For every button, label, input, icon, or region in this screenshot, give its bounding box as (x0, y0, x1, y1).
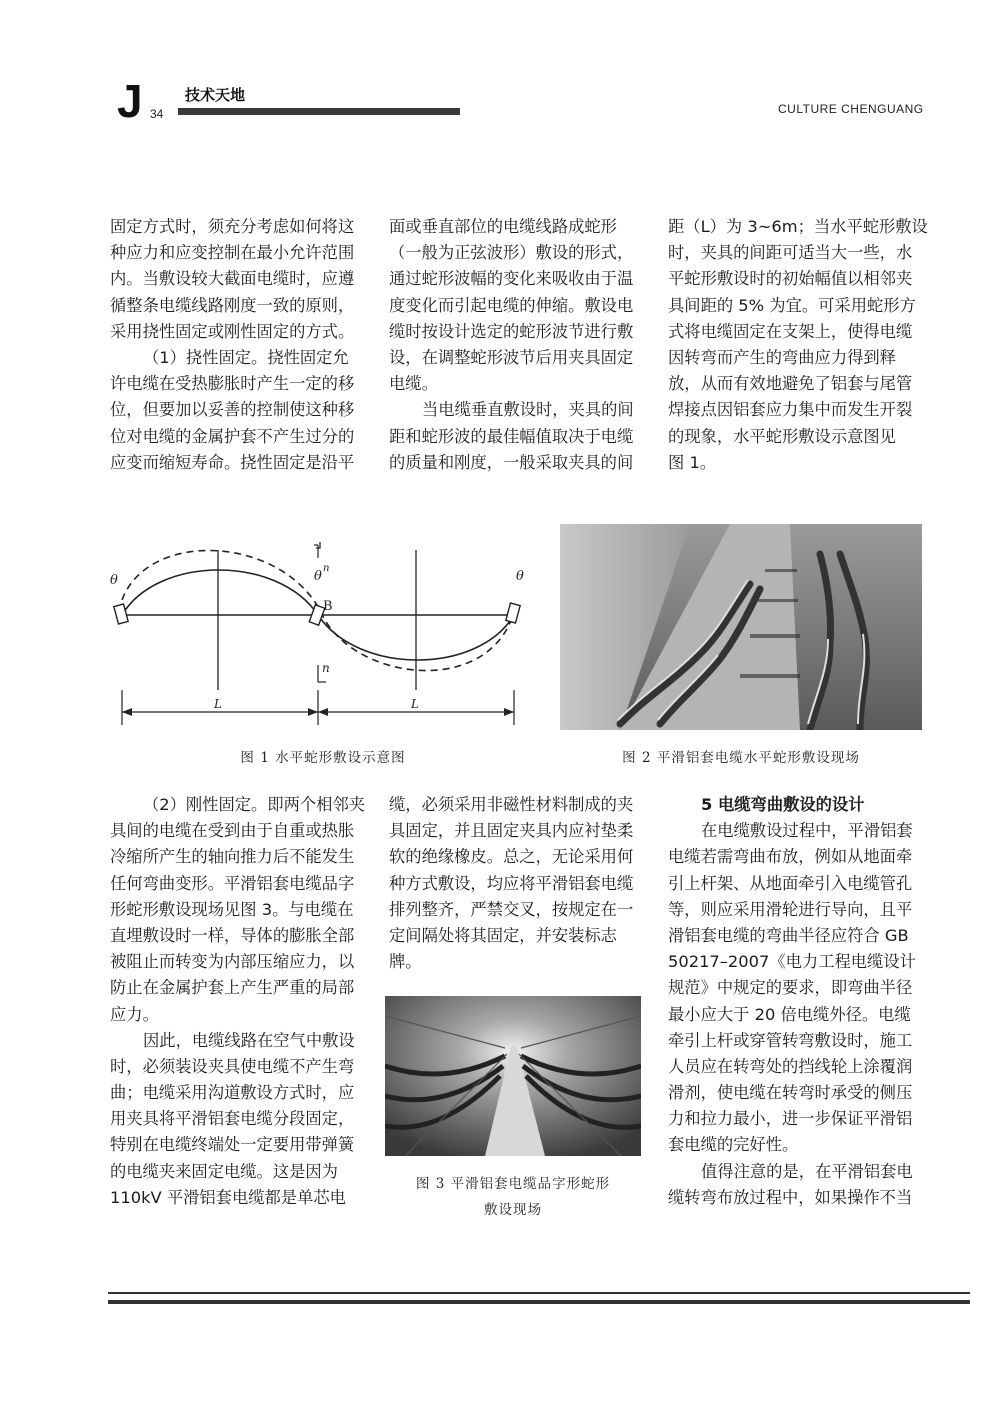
text-line: 距（L）为 3~6m；当水平蛇形敷设 (668, 217, 928, 236)
label-l-left: L (214, 697, 222, 711)
text-line: 通过蛇形波幅的变化来吸收由于温 (389, 269, 634, 289)
footer-rule-thick (108, 1300, 970, 1304)
text-line: 种应力和应变控制在最小允许范围 (110, 243, 355, 263)
text-line: 时，必须装设夹具使电缆不产生弯 (110, 1056, 355, 1076)
label-l-right: L (411, 697, 419, 711)
text-line: 形蛇形敷设现场见图 3。与电缆在 (110, 899, 354, 919)
text-line: 冷缩所产生的轴向推力后不能发生 (110, 847, 355, 867)
figure-1-caption: 图 1 水平蛇形敷设示意图 (240, 750, 406, 766)
text-line: 的现象，水平蛇形敷设示意图见 (668, 426, 896, 446)
snake-layout-diagram (108, 540, 538, 730)
text-line: 规范》中规定的要求，即弯曲半径 (668, 978, 913, 998)
text-line: （2）刚性固定。即两个相邻夹 (143, 795, 366, 814)
text-line: 式将电缆固定在支架上，使得电缆 (668, 321, 913, 341)
text-line: 面或垂直部位的电缆线路成蛇形 (389, 217, 617, 236)
text-line: 被阻止而转变为内部压缩应力，以 (110, 952, 355, 972)
text-line: 种方式敷设，均应将平滑铝套电缆 (389, 873, 634, 893)
text-line: 具间的电缆在受到由于自重或热胀 (110, 821, 355, 841)
text-line: 固定方式时，须充分考虑如何将这 (110, 217, 355, 236)
text-line: 等，则应采用滑轮进行导向，且平 (668, 899, 913, 919)
text-line: （一般为正弦波形）敷设的形式， (389, 243, 634, 263)
column-2-bottom (389, 792, 651, 975)
text-line: 放，从而有效地避免了铝套与尾管 (668, 374, 913, 394)
text-line: 采用挠性固定或刚性固定的方式。 (110, 321, 355, 341)
text-line: （1）挠性固定。挠性固定允 (143, 347, 349, 367)
page-number: 34 (150, 107, 164, 121)
text-line: 的电缆夹来固定电缆。这是因为 (110, 1161, 338, 1181)
text-line: 时，夹具的间距可适当大一些，水 (668, 243, 913, 263)
text-line: 力和拉力最小，进一步保证平滑铝 (668, 1109, 913, 1129)
text-line: 焊接点因铝套应力集中而发生开裂 (668, 400, 913, 420)
text-line: 位，但要加以妥善的控制使这种移 (110, 400, 355, 420)
text-line: 人员应在转弯处的挡线轮上涂覆润 (668, 1056, 913, 1076)
header-bar (178, 108, 460, 115)
text-line: 位对电缆的金属护套不产生过分的 (110, 426, 355, 446)
text-line: 应变而缩短寿命。挠性固定是沿平 (110, 452, 355, 472)
text-line: 缆，必须采用非磁性材料制成的夹 (389, 795, 634, 814)
text-line: 电缆。 (389, 374, 438, 394)
text-line: 值得注意的是，在平滑铝套电 (701, 1161, 913, 1181)
clamp-right (506, 603, 520, 623)
footer-rule-thin (108, 1292, 970, 1294)
text-line: 许电缆在受热膨胀时产生一定的移 (110, 374, 355, 394)
text-line: 50217–2007《电力工程电缆设计 (668, 952, 916, 972)
text-line: 当电缆垂直敷设时，夹具的间 (422, 400, 634, 420)
text-line: 在电缆敷设过程中，平滑铝套 (701, 821, 913, 841)
column-3-top (668, 214, 930, 476)
label-theta-center: θ (314, 569, 322, 584)
text-line: 度变化而引起电缆的伸缩。敷设电 (389, 295, 634, 315)
text-line: 防止在金属护套上产生严重的局部 (110, 978, 355, 998)
text-line: 缆转弯布放过程中，如果操作不当 (668, 1187, 913, 1207)
column-2-top (389, 214, 651, 476)
column-3-bottom (668, 792, 930, 1211)
text-line: 图 1。 (668, 452, 717, 472)
text-line: 滑剂，使电缆在转弯时承受的侧压 (668, 1083, 913, 1103)
text-line: 特别在电缆终端处一定要用带弹簧 (110, 1135, 355, 1155)
column-1-top (110, 214, 372, 476)
text-line: 因此，电缆线路在空气中敷设 (143, 1030, 355, 1050)
figure-3-caption-line2: 敷设现场 (484, 1202, 542, 1218)
tunnel-cable-photo (385, 996, 641, 1156)
label-theta-right: θ (516, 569, 524, 584)
text-line: 直埋敷设时一样，导体的膨胀全部 (110, 925, 355, 945)
text-line: 因转弯而产生的弯曲应力得到释 (668, 347, 896, 367)
label-theta-center-sup: n (323, 563, 330, 574)
text-line: 软的绝缘橡皮。总之，无论采用何 (389, 847, 634, 867)
text-line: 循整条电缆线路刚度一致的原则， (110, 295, 355, 315)
text-line: 牌。 (389, 952, 422, 972)
text-line: 设，在调整蛇形波节后用夹具固定 (389, 347, 634, 367)
clamp-left (114, 604, 128, 624)
text-line: 内。当敷设较大截面电缆时，应遵 (110, 269, 355, 289)
text-line: 套电缆的完好性。 (668, 1135, 799, 1155)
text-line: 排列整齐，严禁交叉，按规定在一 (389, 899, 634, 919)
text-line: 缆时按设计选定的蛇形波节进行敷 (389, 321, 634, 341)
text-line: 电缆若需弯曲布放，例如从地面牵 (668, 847, 913, 867)
text-line: 滑铝套电缆的弯曲半径应符合 GB (668, 925, 909, 945)
text-line: 平蛇形敷设时的初始幅值以相邻夹 (668, 269, 913, 289)
text-line: 定间隔处将其固定，并安装标志 (389, 925, 617, 945)
text-line: 用夹具将平滑铝套电缆分段固定， (110, 1109, 355, 1129)
brand-name: CULTURE CHENGUANG (778, 102, 924, 116)
label-n: n (322, 661, 330, 675)
label-theta-left: θ (110, 573, 118, 588)
text-line: 距和蛇形波的最佳幅值取决于电缆 (389, 426, 634, 446)
text-line: 的质量和刚度，一般采取夹具的间 (389, 452, 634, 472)
column-1-bottom (110, 792, 372, 1211)
figure-3-photo (385, 996, 641, 1156)
figure-1-diagram (108, 540, 538, 730)
text-line: 曲；电缆采用沟道敷设方式时，应 (110, 1083, 355, 1103)
text-line: 具固定，并且固定夹具内应衬垫柔 (389, 821, 634, 841)
text-line: 牵引上杆或穿管转弯敷设时，施工 (668, 1030, 913, 1050)
text-line: 最小应大于 20 倍电缆外径。电缆 (668, 1004, 911, 1024)
text-line: 应力。 (110, 1004, 159, 1024)
text-line: 具间距的 5% 为宜。可采用蛇形方 (668, 295, 916, 315)
snake-cable-photo (560, 524, 922, 730)
text-line: 110kV 平滑铝套电缆都是单芯电 (110, 1187, 346, 1207)
figure-2-photo (560, 524, 922, 730)
text-line: 任何弯曲变形。平滑铝套电缆品字 (110, 873, 355, 893)
figure-2-caption: 图 2 平滑铝套电缆水平蛇形敷设现场 (622, 750, 860, 766)
text-line: 引上杆架、从地面牵引入电缆管孔 (668, 873, 913, 893)
label-point-b: B (323, 599, 333, 614)
header-letter: J (117, 75, 143, 127)
section-heading: 5 电缆弯曲敷设的设计 (701, 795, 865, 814)
figure-3-caption-line1: 图 3 平滑铝套电缆品字形蛇形 (415, 1176, 611, 1192)
section-title: 技术天地 (185, 86, 246, 104)
